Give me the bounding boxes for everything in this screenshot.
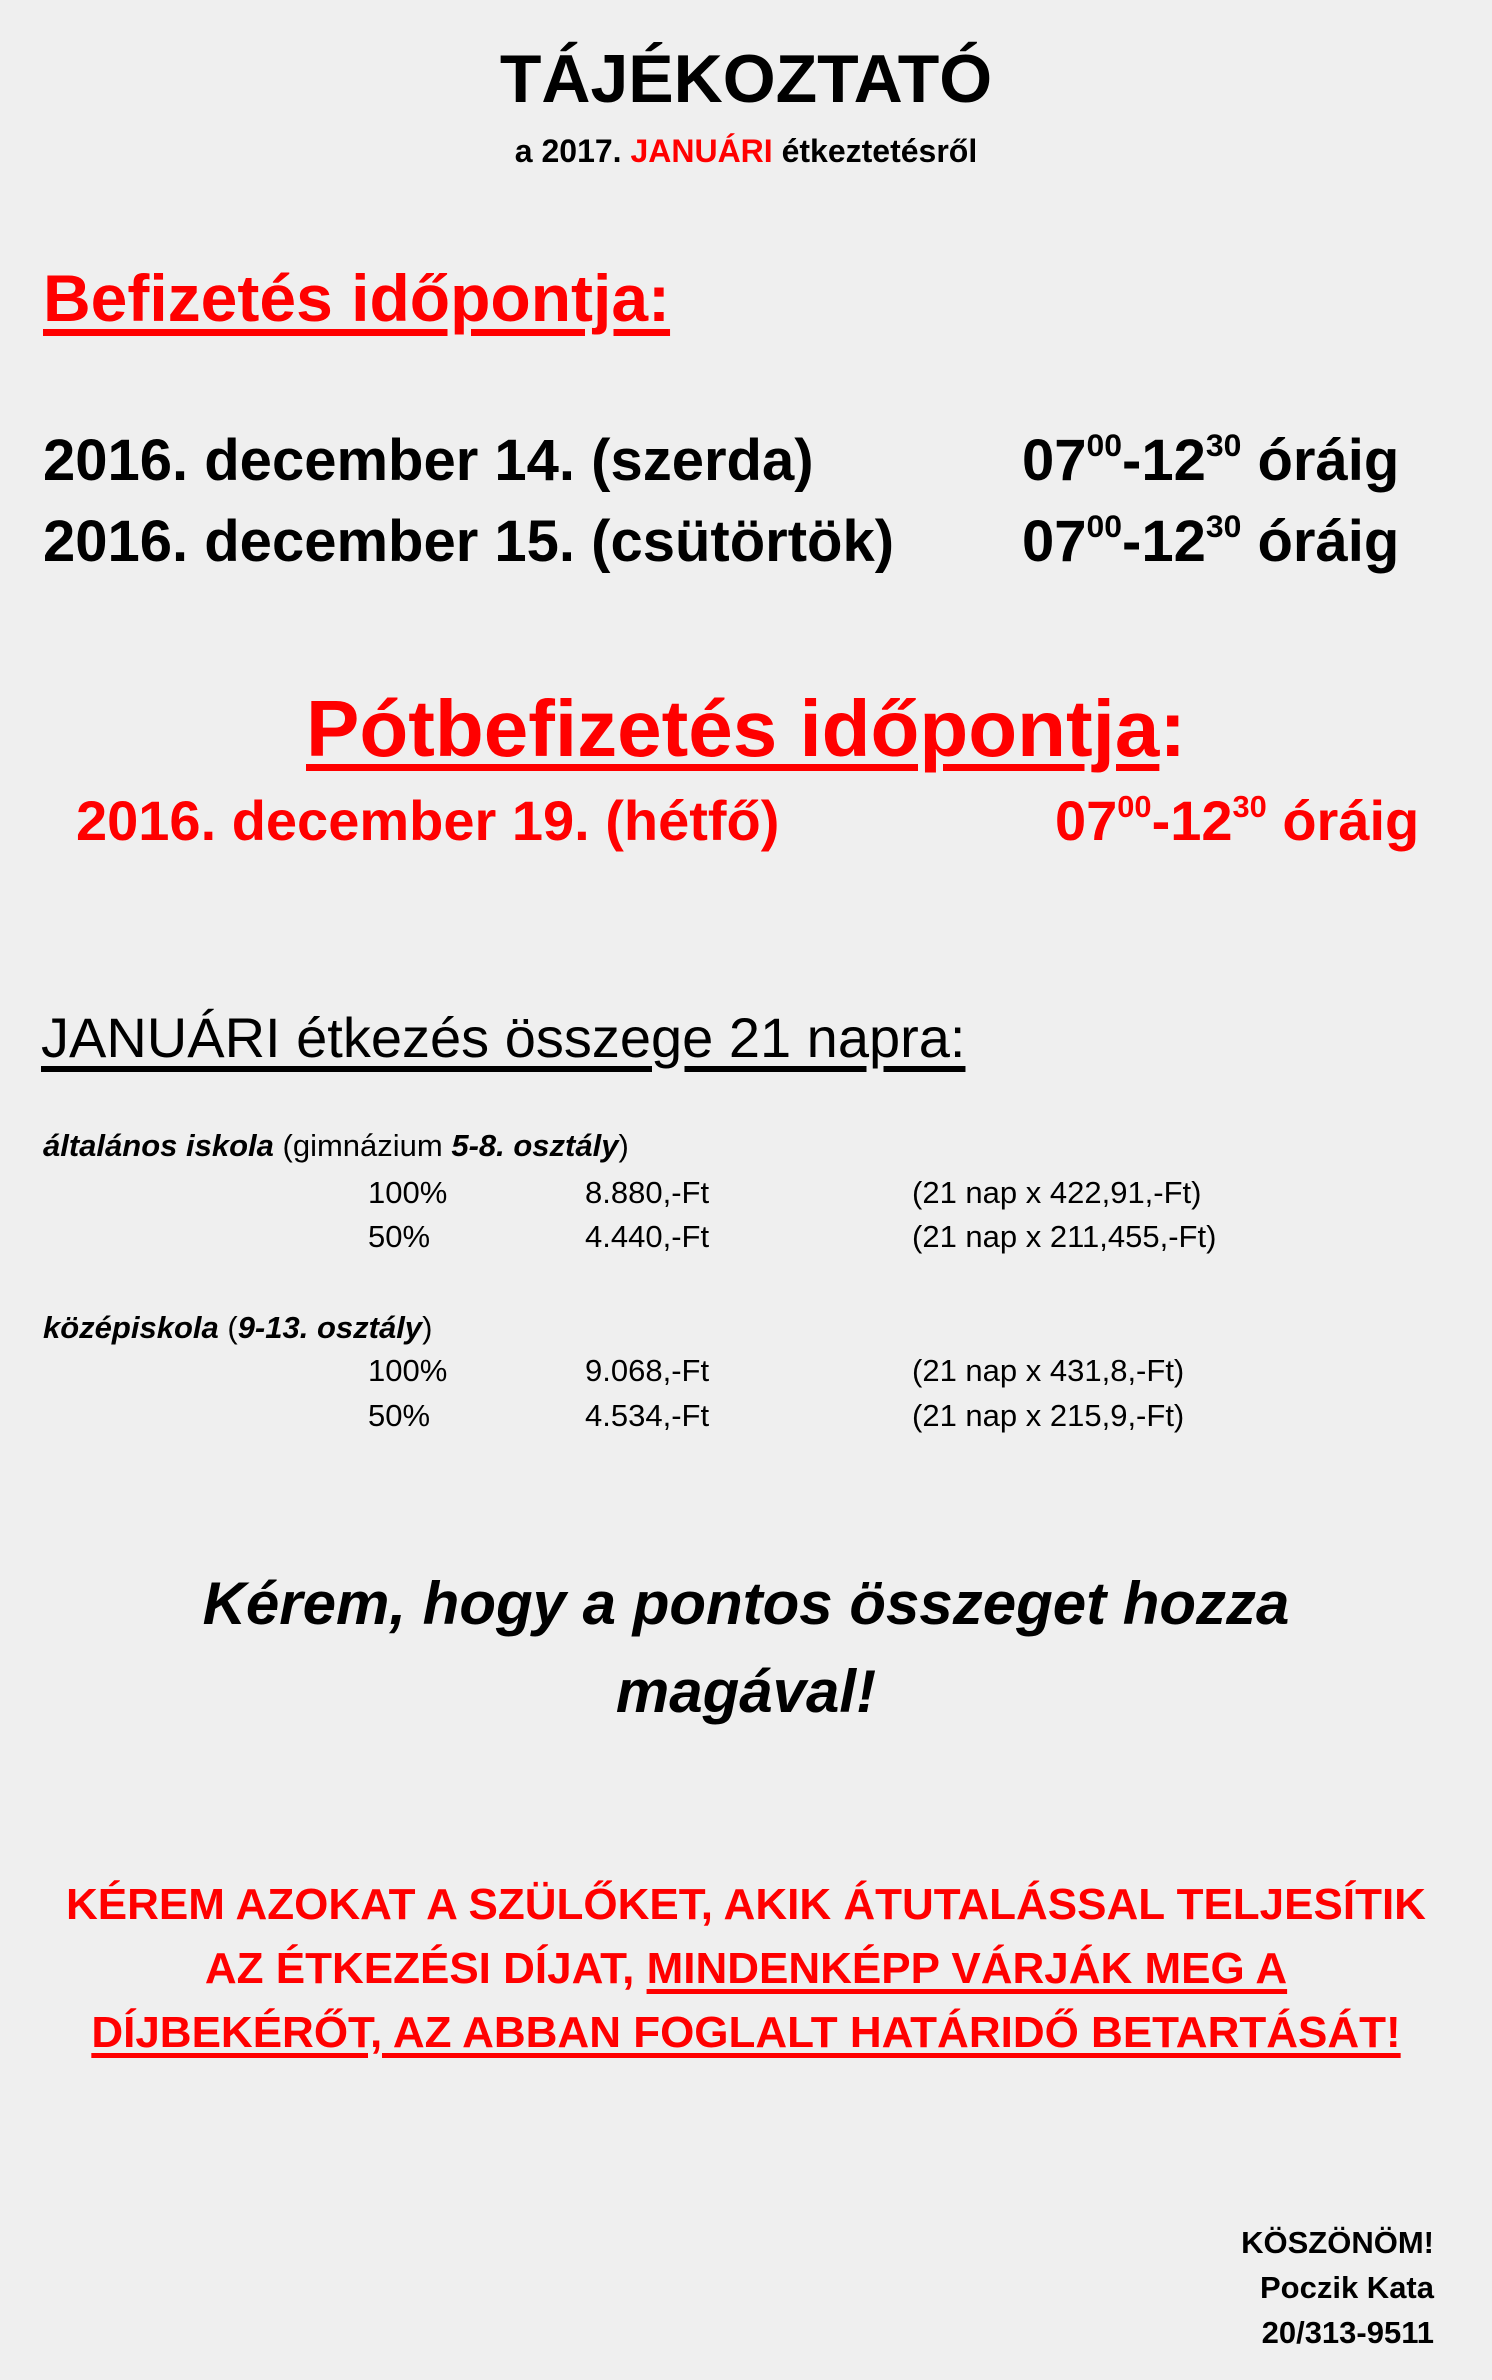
payment-date: 2016. december 14. (szerda)	[43, 428, 814, 493]
price-percent: 100%	[368, 1175, 448, 1210]
phone-number: 20/313-9511	[1261, 2315, 1434, 2350]
notice-text: KÉREM AZOKAT A SZÜLŐKET, AKIK ÁTUTALÁSSAL TELJESÍTIK AZ ÉTKEZÉSI DÍJAT,	[66, 1880, 1426, 1993]
payment-heading: Befizetés időpontja:	[43, 261, 671, 335]
payment-date: 2016. december 15. (csütörtök)	[43, 509, 895, 574]
transfer-notice	[60, 1873, 1432, 2065]
subtitle-month: JANUÁRI	[630, 133, 773, 169]
price-calculation: (21 nap x 211,455,-Ft)	[912, 1219, 1217, 1254]
price-amount: 4.440,-Ft	[585, 1219, 710, 1254]
price-percent: 50%	[368, 1398, 431, 1433]
late-payment-heading-text: Pótbefizetés időpontja	[306, 684, 1160, 773]
subtitle-prefix: a 2017.	[514, 133, 631, 169]
exact-amount-request	[0, 1560, 1492, 1736]
price-percent: 50%	[368, 1219, 431, 1254]
january-cost-heading: JANUÁRI étkezés összege 21 napra:	[41, 1006, 966, 1069]
late-payment-heading-colon: :	[1159, 684, 1186, 773]
secondary-school-title: középiskola (9-13. osztály)	[43, 1310, 433, 1345]
late-payment-heading	[0, 683, 1492, 775]
price-row	[0, 1175, 1492, 1215]
price-calculation: (21 nap x 422,91,-Ft)	[912, 1175, 1202, 1210]
request-line: Kérem, hogy a pontos összeget hozza	[202, 1570, 1290, 1637]
payment-date-row	[0, 427, 1492, 497]
thanks-text: KÖSZÖNÖM!	[1241, 2225, 1434, 2260]
late-payment-date: 2016. december 19. (hétfő)	[76, 789, 780, 852]
notice-underlined-text: MINDENKÉPP VÁRJÁK MEG A DÍJBEKÉRŐT, AZ ABBAN FOGLALT HATÁRIDŐ BETARTÁSÁT!	[91, 1944, 1401, 2057]
request-line: magával!	[615, 1658, 877, 1725]
price-amount: 9.068,-Ft	[585, 1353, 710, 1388]
primary-school-title: általános iskola (gimnázium 5-8. osztály)	[43, 1128, 629, 1163]
price-calculation: (21 nap x 215,9,-Ft)	[912, 1398, 1185, 1433]
late-payment-date-row	[0, 788, 1492, 858]
late-payment-time: $07^{00}-12^{30}$ óráig	[1055, 788, 1420, 852]
price-row	[0, 1398, 1492, 1438]
subtitle-suffix: étkeztetésről	[772, 133, 978, 169]
payment-time: $07^{00}-12^{30}$ óráig	[1022, 427, 1400, 493]
price-amount: 4.534,-Ft	[585, 1398, 710, 1433]
document-subtitle	[0, 133, 1492, 170]
price-row	[0, 1353, 1492, 1393]
payment-date-row	[0, 508, 1492, 578]
signer-name: Poczik Kata	[1259, 2270, 1434, 2305]
price-row	[0, 1219, 1492, 1259]
payment-time: $07^{00}-12^{30}$ óráig	[1022, 508, 1400, 574]
signature	[1241, 2220, 1434, 2355]
price-calculation: (21 nap x 431,8,-Ft)	[912, 1353, 1185, 1388]
price-percent: 100%	[368, 1353, 448, 1388]
price-amount: 8.880,-Ft	[585, 1175, 710, 1210]
document-title: TÁJÉKOZTATÓ	[499, 41, 993, 117]
